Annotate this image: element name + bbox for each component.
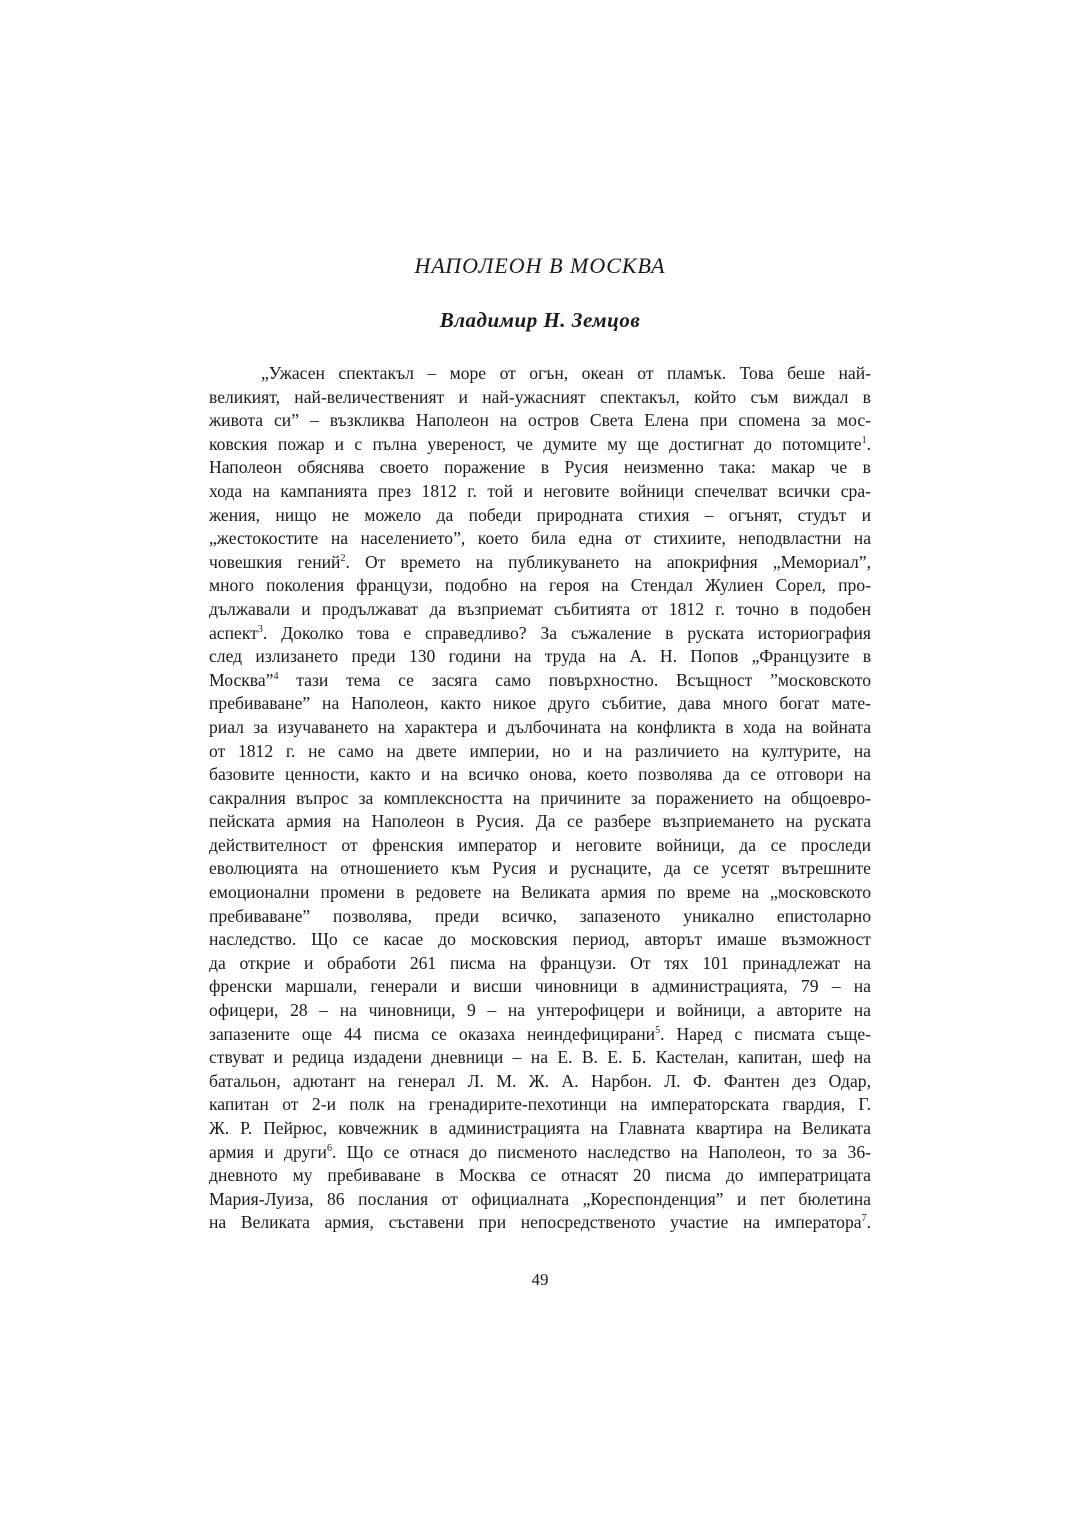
body-line: след излизането преди 130 години на труда на А. Н. Попов „Французите в <box>209 646 871 667</box>
body-line: великият, най-величественият и най-ужасният спектакъл, който съм виждал в <box>209 386 871 407</box>
footnote-ref: 1 <box>861 434 867 446</box>
article-author: Владимир Н. Земцов <box>439 308 641 332</box>
body-line: базовите ценности, както и на всичко онова, което позволява да се отговори на <box>209 764 871 785</box>
body-line: батальон, адютант на генерал Л. М. Ж. А. Нарбон. Л. Ф. Фантен дез Одар, <box>209 1070 871 1091</box>
body-line: ковския пожар и с пълна увереност, че думите му ще достигнат до потомците$^1$. <box>209 433 871 454</box>
body-line: дължавали и продължават да възприемат събитията от 1812 г. точно в подобен <box>209 598 871 619</box>
body-line: запазените още 44 писма се оказаха неиндефицирани$^5$. Наред с писмата съще- <box>209 1023 871 1044</box>
article-body <box>209 362 871 1235</box>
body-line: риал за изучаването на характера и дълбочината на конфликта в хода на войната <box>209 716 871 737</box>
body-line: аспект$^3$. Доколко това е справедливо? За съжаление в руската историография <box>209 622 871 643</box>
body-line: човешкия гений$^2$. От времето на публикуването на апокрифния „Мемориал”, <box>209 551 871 572</box>
body-line: „Ужасен спектакъл – море от огън, океан от пламък. Това беше най- <box>261 363 871 383</box>
body-line: наследство. Що се касае до московския период, авторът имаше възможност <box>209 929 871 950</box>
page-number: 49 <box>531 1270 549 1289</box>
footnote-ref: 6 <box>326 1142 332 1154</box>
body-line: офицери, 28 – на чиновници, 9 – на унтерофицери и войници, а авторите на <box>209 1000 871 1021</box>
body-line: пребиваване” позволява, преди всичко, запазеното уникално епистоларно <box>209 905 871 926</box>
body-line: жения, нищо не можело да победи природната стихия – огънят, студът и <box>209 504 871 525</box>
footnote-ref: 7 <box>861 1213 867 1225</box>
body-line: Мария-Луиза, 86 послания от официалната „Кореспонденция” и пет бюлетина <box>209 1188 871 1209</box>
body-line: от 1812 г. не само на двете империи, но и на различието на културите, на <box>209 740 871 761</box>
body-line: пейската армия на Наполеон в Русия. Да се разбере възприемането на руската <box>209 811 871 832</box>
body-line: дневното му пребиваване в Москва се отнасят 20 писма до императрицата <box>209 1165 871 1186</box>
body-line: много поколения французи, подобно на героя на Стендал Жулиен Сорел, про- <box>209 575 871 596</box>
footnote-ref: 5 <box>655 1024 661 1036</box>
body-line: сакралния въпрос за комплексността на причините за поражението на общоевро- <box>209 787 871 808</box>
body-line: да открие и обработи 261 писма на французи. От тях 101 принадлежат на <box>209 952 871 973</box>
body-line: Москва”$^4$ тази тема се засяга само повърхностно. Всъщност ”московското <box>209 669 871 690</box>
article-title: НАПОЛЕОН В МОСКВА <box>414 253 666 278</box>
footnote-ref: 2 <box>340 552 346 564</box>
body-line: капитан от 2-и полк на гренадирите-пехотинци на императорската гвардия, Г. <box>209 1094 871 1115</box>
body-line: „жестокостите на населението”, което била една от стихиите, неподвластни на <box>209 528 871 549</box>
body-line: еволюцията на отношението към Русия и руснаците, да се усетят вътрешните <box>209 858 871 879</box>
body-line: емоционални промени в редовете на Великата армия по време на „московското <box>209 882 871 903</box>
body-line: Ж. Р. Пейрюс, ковчежник в администрацията на Главната квартира на Великата <box>209 1118 871 1138</box>
body-line: на Великата армия, съставени при непосредственото участие на императора$^7$. <box>209 1212 871 1233</box>
body-line: френски маршали, генерали и висши чиновници в администрацията, 79 – на <box>209 976 871 997</box>
body-line: Наполеон обяснява своето поражение в Русия неизменно така: макар че в <box>209 457 871 478</box>
body-line: действителност от френския император и неговите войници, да се проследи <box>209 834 871 855</box>
body-line: хода на кампанията през 1812 г. той и неговите войници спечелват всички сра- <box>209 480 871 501</box>
body-line: армия и други$^6$. Що се отнася до писменото наследство на Наполеон, то за 36- <box>209 1141 871 1162</box>
body-line: ствуват и редица издадени дневници – на Е. В. Е. Б. Кастелан, капитан, шеф на <box>209 1047 871 1068</box>
body-line: живота си” – възкликва Наполеон на остров Света Елена при спомена за мос- <box>209 410 871 431</box>
footnote-ref: 3 <box>257 623 263 635</box>
body-line: пребиваване” на Наполеон, както никое друго събитие, дава много богат мате- <box>209 693 871 714</box>
footnote-ref: 4 <box>273 670 279 682</box>
